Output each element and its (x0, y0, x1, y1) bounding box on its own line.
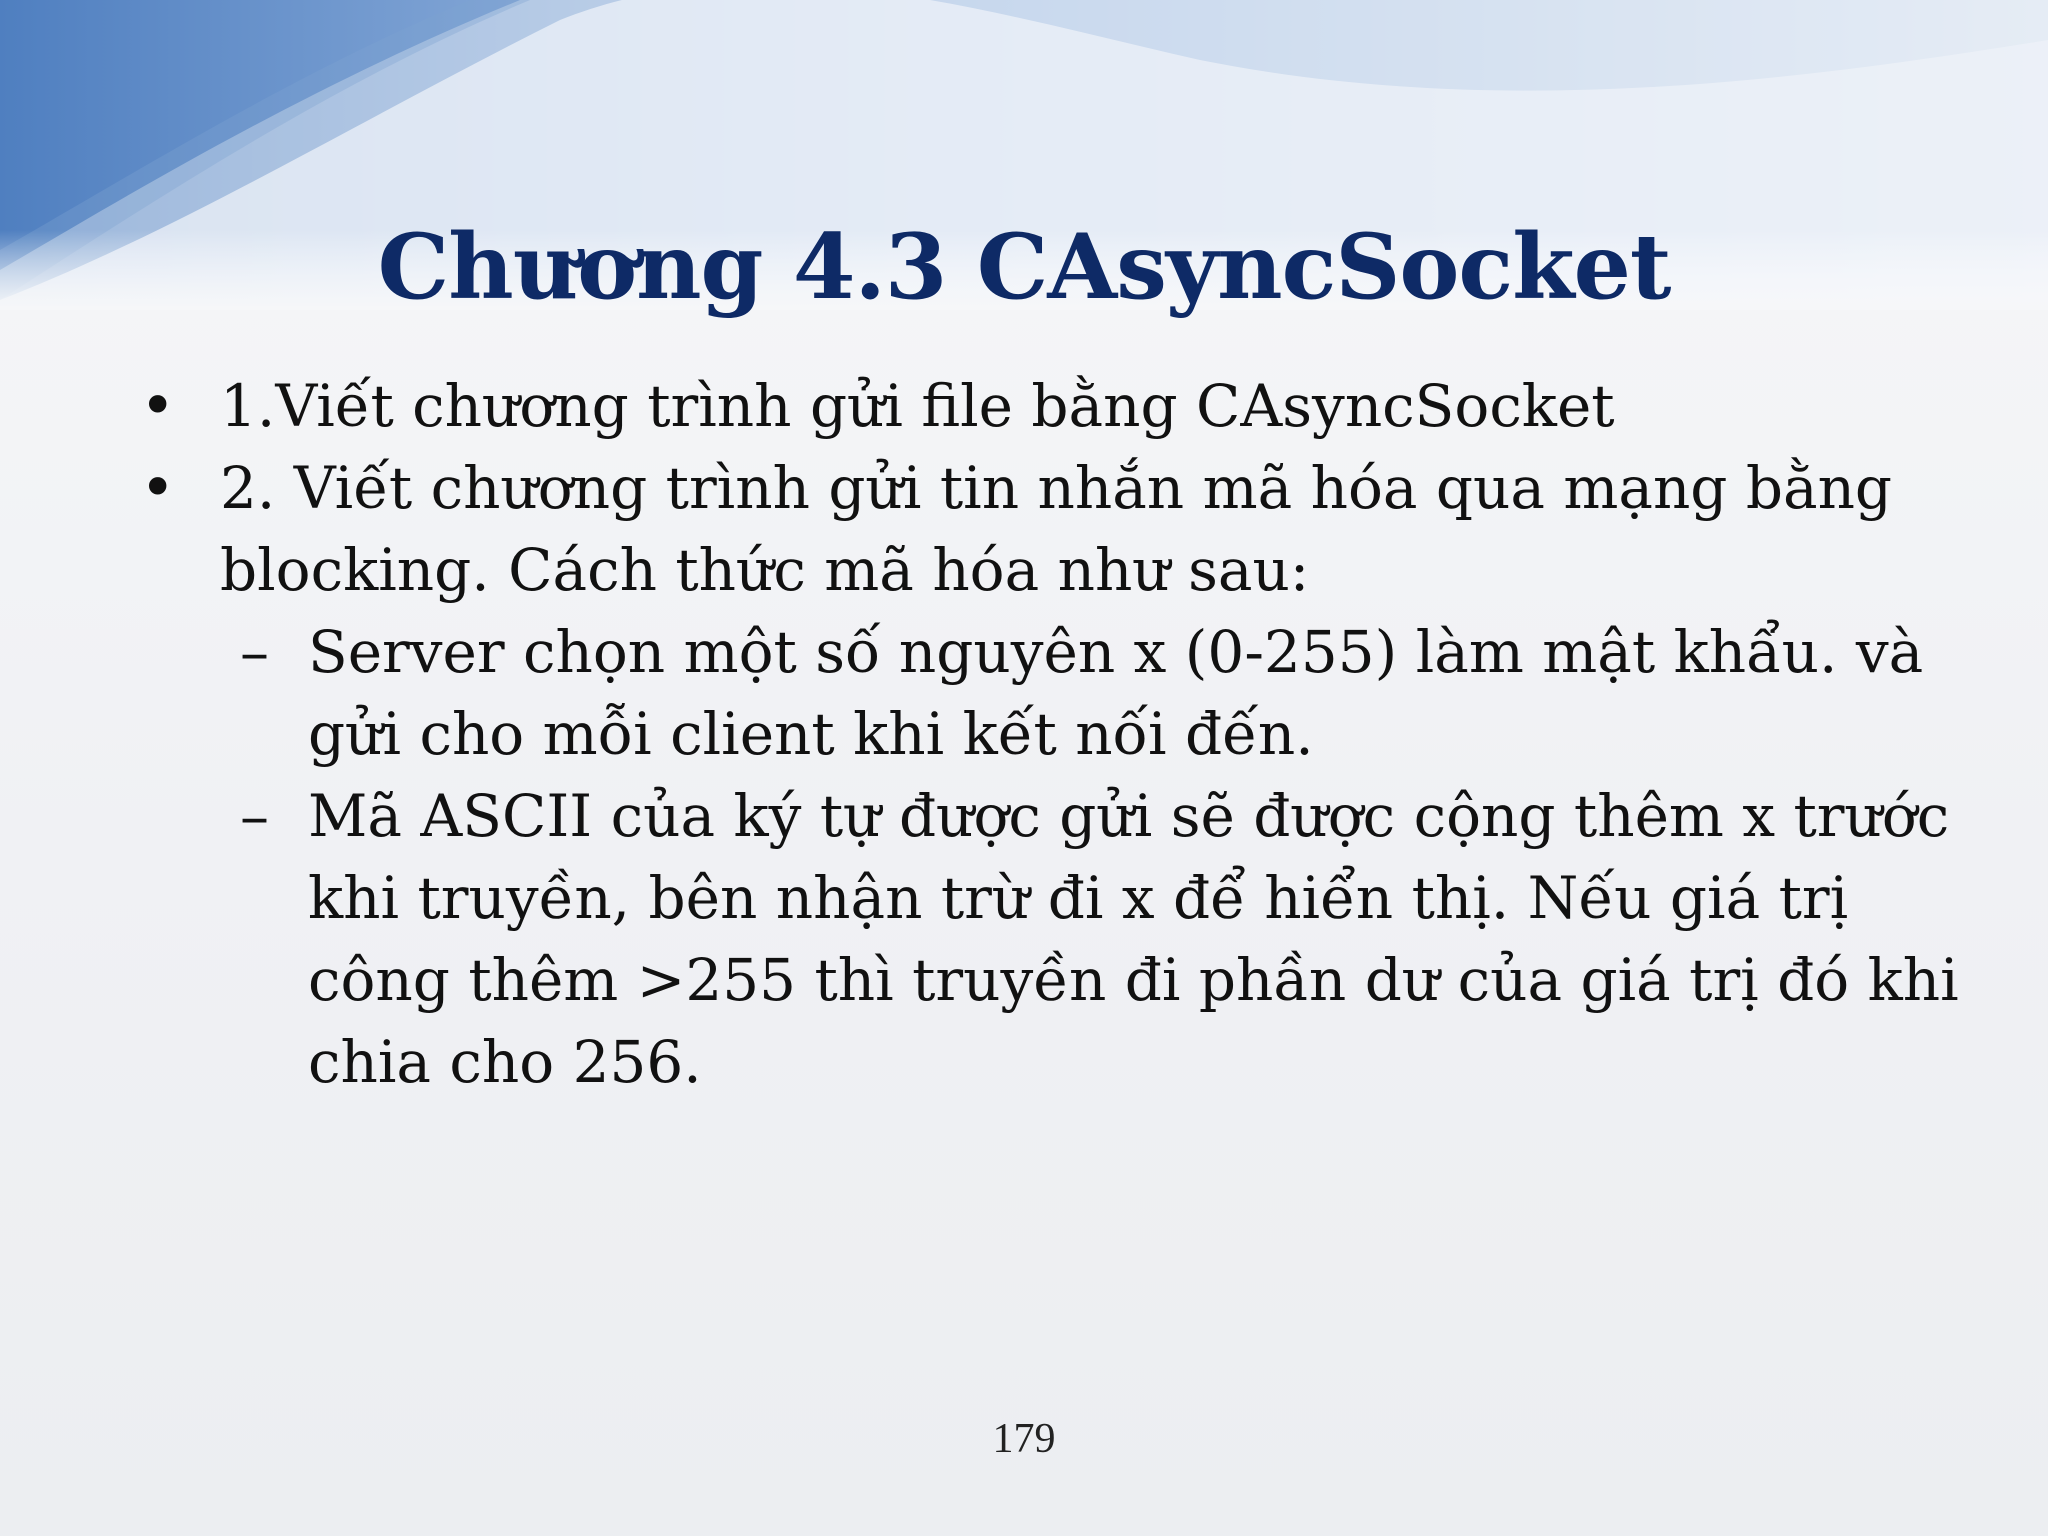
bullet-item (140, 447, 1960, 611)
slide-content (140, 365, 1960, 1103)
dash-marker: – (240, 782, 269, 850)
dash-marker: – (240, 618, 269, 686)
slide-title: Chương 4.3 CAsyncSocket (377, 214, 1671, 320)
sub-bullet-item (140, 611, 1960, 775)
page-number: 179 (992, 1416, 1056, 1462)
bullet-marker: • (140, 371, 176, 441)
sub-bullet-item (140, 775, 1960, 1103)
bullet-text: 2. Viết chương trình gửi tin nhắn mã hóa qua mạng bằng blocking. Cách thức mã hóa như sau: (220, 454, 1893, 604)
sub-bullet-text: Server chọn một số nguyên x (0-255) làm mật khẩu. và gửi cho mỗi client khi kết nối đến. (308, 618, 1924, 768)
sub-bullet-text: Mã ASCII của ký tự được gửi sẽ được cộng thêm x trước khi truyền, bên nhận trừ đi x để hiển thị. Nếu giá trị công thêm >255 thì truyền đi phần dư của giá trị đó khi chia cho 256. (308, 782, 1959, 1096)
bullet-text: 1.Viết chương trình gửi file bằng CAsyncSocket (220, 372, 1615, 440)
bullet-marker: • (140, 453, 176, 523)
bullet-item (140, 365, 1960, 447)
